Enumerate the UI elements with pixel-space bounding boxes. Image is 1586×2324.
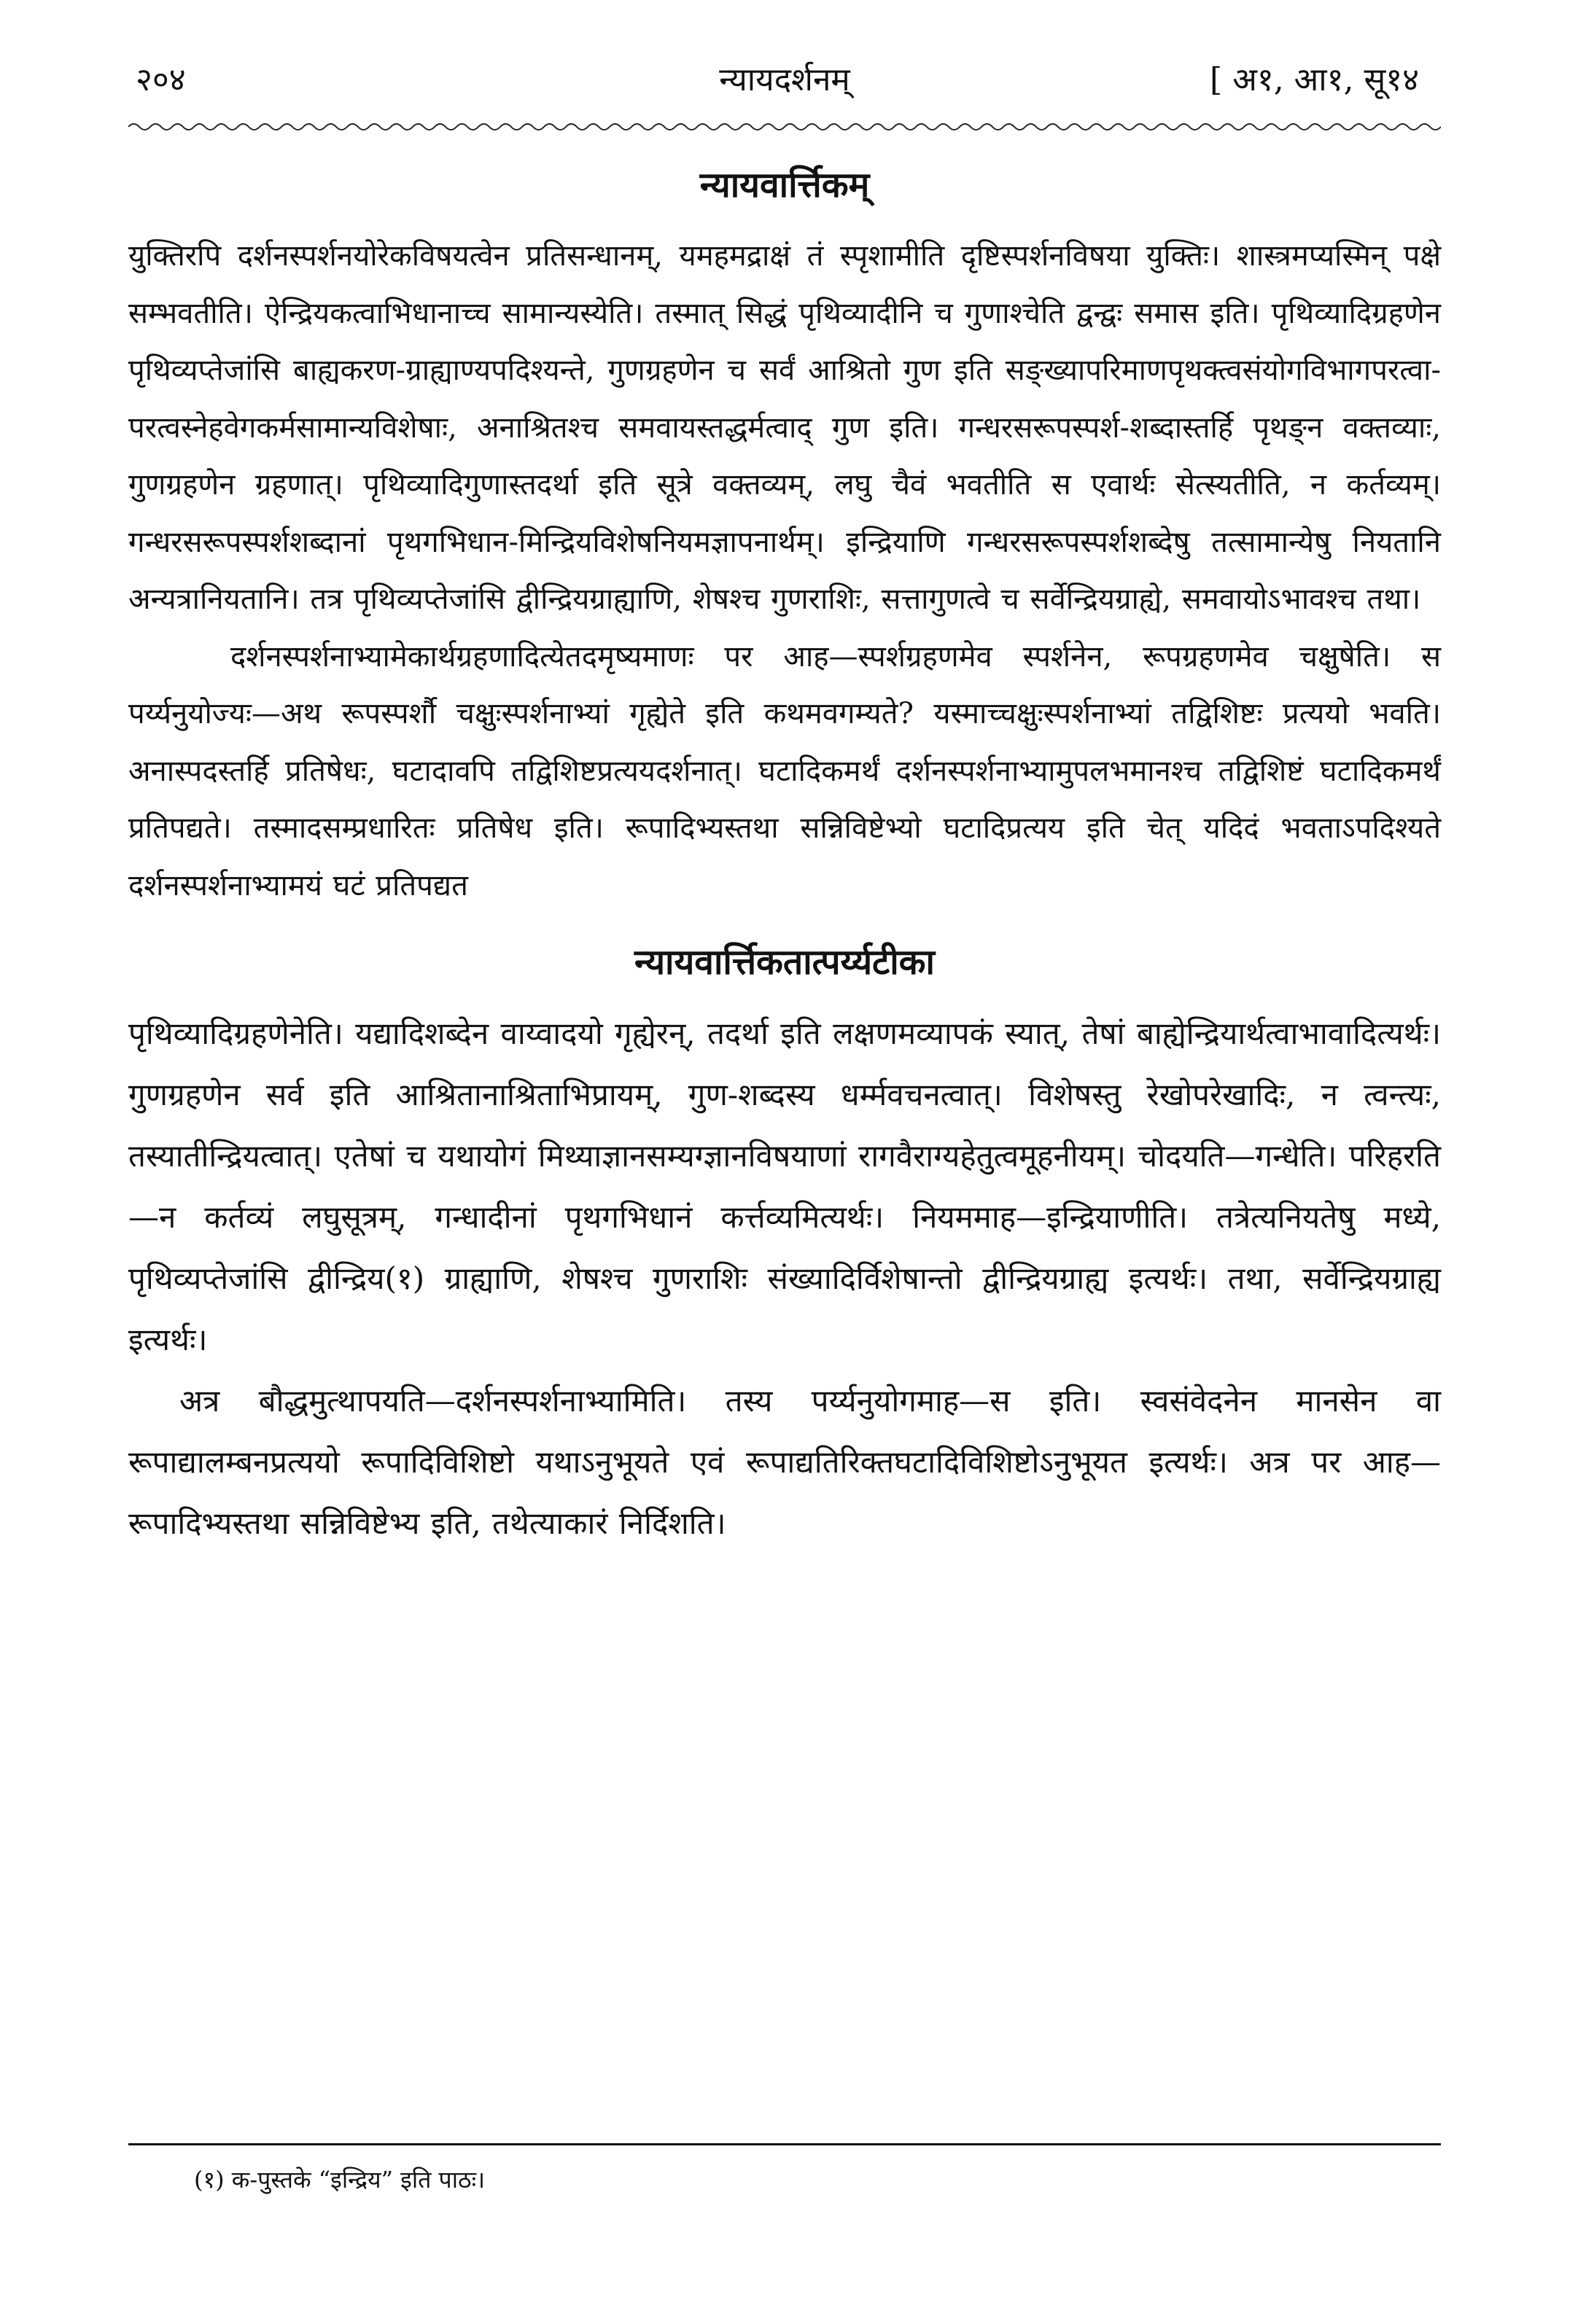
chapter-reference: [ अ१, आ१, सू१४ xyxy=(1210,61,1419,98)
tika-paragraph-1: पृथिव्यादिग्रहणेनेति। यद्यादिशब्देन वाय्वादयो गृह्येरन्, तदर्था इति लक्षणमव्यापकं स्यात्, तेषां बाह्येन्द्रियार्थत्वाभावादित्यर्थः। गुणग्रहणेन सर्व इति आश्रितानाश्रिताभिप्रायम्, गुण-शब्दस्य धर्म्मवचनत्वात्। विशेषस्तु रेखोपरेखादिः, न त्वन्त्यः, तस्यातीन्द्रियत्वात्। एतेषां च यथायोगं मिथ्याज्ञानसम्यग्ज्ञानविषयाणां रागवैराग्यहेतुत्वमूहनीयम्। चोदयति—गन्धेति। परिहरति—न कर्तव्यं लघुसूत्रम्, गन्धादीनां पृथगभिधानं कर्त्तव्यमित्यर्थः। नियममाह—इन्द्रियाणीति। तत्रेत्यनियतेषु मध्ये, पृथिव्यप्तेजांसि द्वीन्द्रिय(१) ग्राह्याणि, शेषश्च गुणराशिः संख्यादिर्विशेषान्तो द्वीन्द्रियग्राह्य इत्यर्थः। तथा, सर्वेन्द्रियग्राह्य इत्यर्थः। xyxy=(128,1015,1441,1357)
book-page xyxy=(128,44,1441,2274)
section-heading-vartika: न्यायवार्त्तिकम् xyxy=(699,165,870,206)
running-title: न्यायदर्शनम् xyxy=(719,61,850,98)
vartika-paragraph-1: युक्तिरपि दर्शनस्पर्शनयोरेकविषयत्वेन प्रतिसन्धानम्, यमहमद्राक्षं तं स्पृशामीति दृष्टिस्पर्शनविषया युक्तिः। शास्त्रमप्यस्मिन् पक्षे सम्भवतीति। ऐन्द्रियकत्वाभिधानाच्च सामान्यस्येति। तस्मात् सिद्धं पृथिव्यादीनि च गुणाश्चेति द्वन्द्वः समास इति। पृथिव्यादिग्रहणेन पृथिव्यप्तेजांसि बाह्यकरण-ग्राह्याण्यपदिश्यन्ते, गुणग्रहणेन च सर्वं आश्रितो गुण इति सङ्ख्यापरिमाणपृथक्त्वसंयोगविभागपरत्वा-परत्वस्नेहवेगकर्मसामान्यविशेषाः, अनाश्रितश्च समवायस्तद्धर्मत्वाद् गुण इति। गन्धरसरूपस्पर्श-शब्दास्तर्हि पृथङ्न वक्तव्याः, गुणग्रहणेन ग्रहणात्। पृथिव्यादिगुणास्तदर्था इति सूत्रे वक्तव्यम्, लघु चैवं भवतीति स एवार्थः सेत्स्यतीति, न कर्तव्यम्। गन्धरसरूपस्पर्शशब्दानां पृथगभिधान-मिन्द्रियविशेषनियमज्ञापनार्थम्। इन्द्रियाणि गन्धरसरूपस्पर्शशब्देषु तत्सामान्येषु नियतानि अन्यत्रानियतानि। तत्र पृथिव्यप्तेजांसि द्वीन्द्रियग्राह्याणि, शेषश्च गुणराशिः, सत्तागुणत्वे च सर्वेन्द्रियग्राह्ये, समवायोऽभावश्च तथा। xyxy=(128,239,1441,616)
page-number: २०४ xyxy=(136,61,186,98)
vartika-paragraph-2: दर्शनस्पर्शनाभ्यामेकार्थग्रहणादित्येतदमृष्यमाणः पर आह—स्पर्शग्रहणमेव स्पर्शनेन, रूपग्रहणमेव चक्षुषेति। स पर्य्यनुयोज्यः—अथ रूपस्पर्शौ चक्षुःस्पर्शनाभ्यां गृह्येते इति कथमवगम्यते? यस्माच्चक्षुःस्पर्शनाभ्यां तद्विशिष्टः प्रत्ययो भवति। अनास्पदस्तर्हि प्रतिषेधः, घटादावपि तद्विशिष्टप्रत्ययदर्शनात्। घटादिकमर्थं दर्शनस्पर्शनाभ्यामुपलभमानश्च तद्विशिष्टं घटादिकमर्थं प्रतिपद्यते। तस्मादसम्प्रधारितः प्रतिषेध इति। रूपादिभ्यस्तथा सन्निविष्टेभ्यो घटादिप्रत्यय इति चेत् यदिदं भवताऽपदिश्यते दर्शनस्पर्शनाभ्यामयं घटं प्रतिपद्यत xyxy=(128,639,1441,902)
footnote-divider xyxy=(128,2143,1441,2145)
footnote: (१) क-पुस्तके “इन्द्रिय” इति पाठः। xyxy=(194,2166,486,2194)
tika-paragraph-2: अत्र बौद्धमुत्थापयति—दर्शनस्पर्शनाभ्यामिति। तस्य पर्य्यनुयोगमाह—स इति। स्वसंवेदनेन मानसेन वा रूपाद्यालम्बनप्रत्ययो रूपादिविशिष्टो यथाऽनुभूयते एवं रूपाद्यतिरिक्तघटादिविशिष्टोऽनुभूयत इत्यर्थः। अत्र पर आह—रूपादिभ्यस्तथा सन्निविष्टेभ्य इति, तथेत्याकारं निर्दिशति। xyxy=(128,1383,1441,1541)
wavy-divider xyxy=(128,120,1441,134)
section-heading-tika: न्यायवार्त्तिकतात्पर्य्यटीका xyxy=(634,942,935,983)
running-header xyxy=(128,44,1441,117)
